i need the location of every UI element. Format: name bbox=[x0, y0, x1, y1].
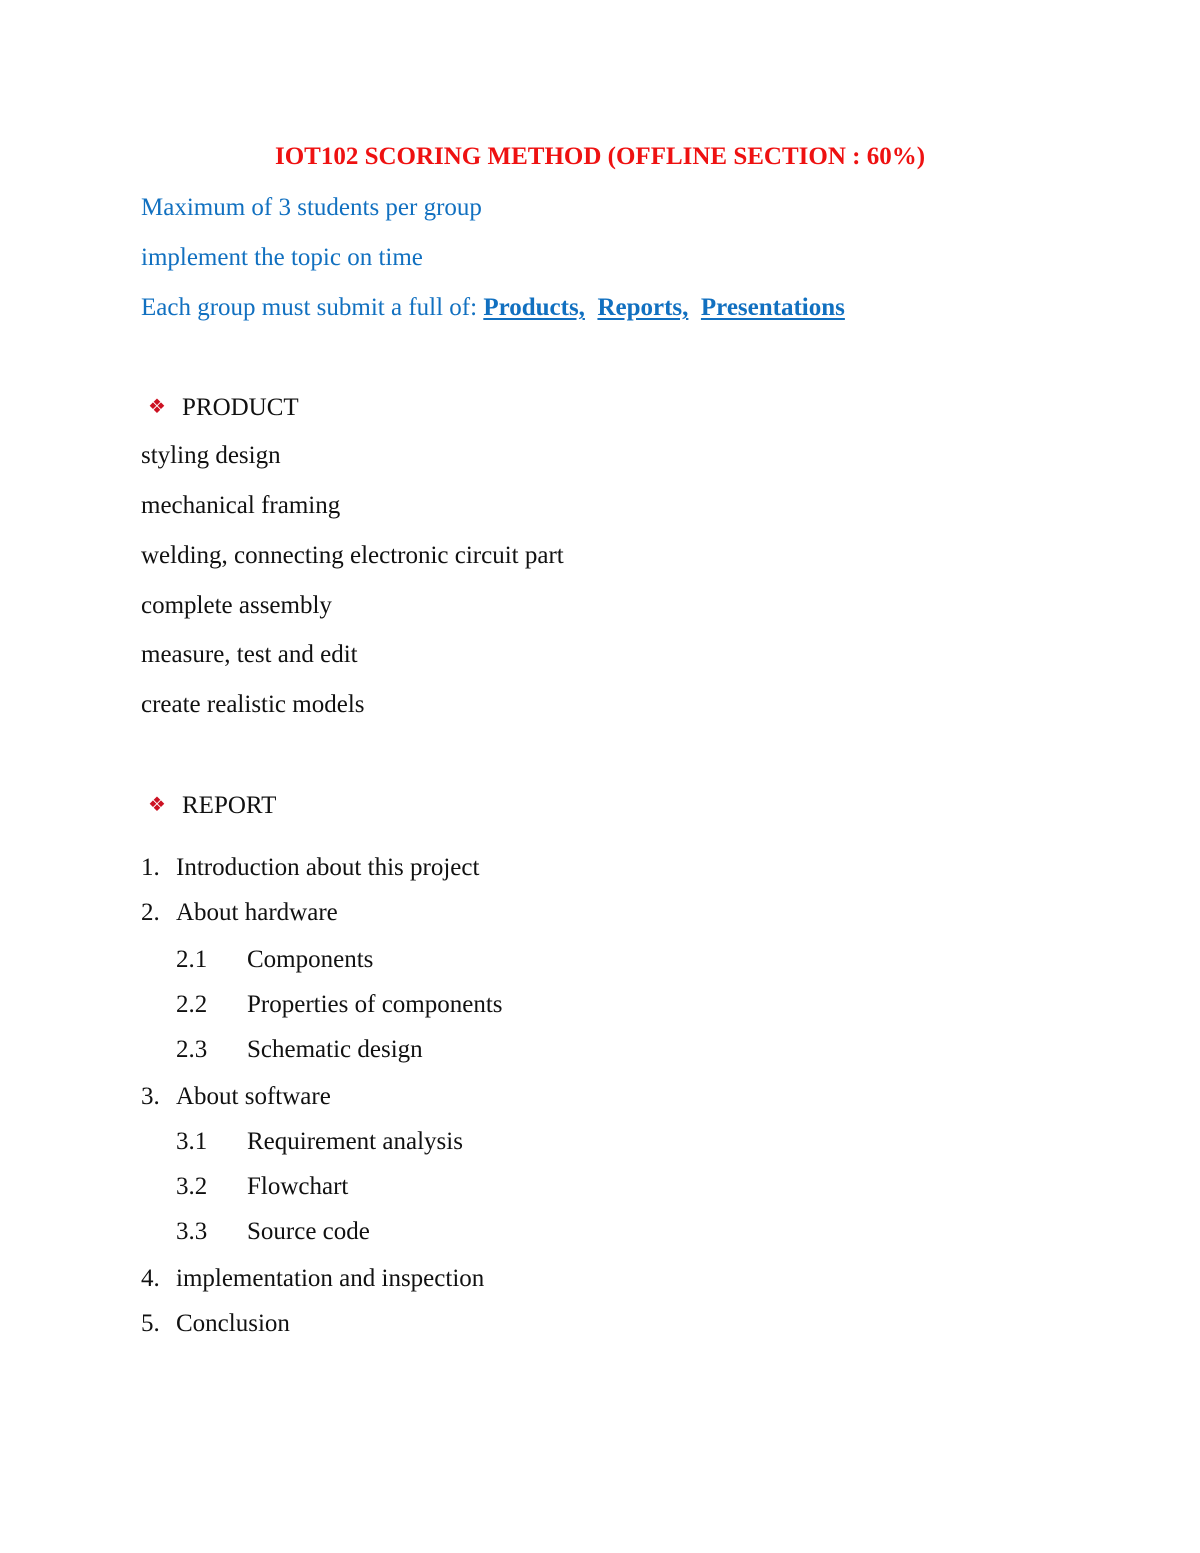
reports-link[interactable]: Reports, bbox=[597, 294, 689, 321]
report-subitem-text: Components bbox=[247, 946, 374, 973]
report-subitem bbox=[176, 990, 503, 1020]
report-subitem-text: Requirement analysis bbox=[247, 1128, 463, 1155]
page-title: IOT102 SCORING METHOD (OFFLINE SECTION : 60%) bbox=[274, 143, 926, 170]
product-heading-label: PRODUCT bbox=[182, 394, 299, 421]
report-item-text: implementation and inspection bbox=[176, 1265, 485, 1292]
report-item bbox=[141, 853, 479, 883]
report-item bbox=[141, 1082, 331, 1112]
report-subitem-number: 3.3 bbox=[176, 1218, 208, 1245]
product-item: create realistic models bbox=[141, 691, 365, 718]
report-subitem-number: 3.2 bbox=[176, 1173, 208, 1200]
report-item-number: 4. bbox=[141, 1265, 160, 1292]
diamond-icon: ❖ bbox=[148, 792, 166, 816]
intro-line-group-size: Maximum of 3 students per group bbox=[141, 194, 482, 221]
report-heading bbox=[148, 789, 276, 821]
report-subitem-number: 2.2 bbox=[176, 991, 208, 1018]
report-item bbox=[141, 898, 338, 928]
report-item-text: Conclusion bbox=[176, 1310, 290, 1337]
report-item-number: 3. bbox=[141, 1083, 160, 1110]
report-subitem bbox=[176, 1172, 348, 1202]
report-item-text: About hardware bbox=[176, 899, 338, 926]
report-subitem-text: Source code bbox=[247, 1218, 370, 1245]
products-link[interactable]: Products, bbox=[483, 294, 585, 321]
product-item: measure, test and edit bbox=[141, 641, 358, 668]
report-subitem-text: Schematic design bbox=[247, 1036, 423, 1063]
product-item: welding, connecting electronic circuit part bbox=[141, 542, 564, 569]
product-heading bbox=[148, 391, 299, 423]
report-item-number: 1. bbox=[141, 854, 160, 881]
diamond-icon: ❖ bbox=[148, 394, 166, 418]
submission-prefix: Each group must submit a full of: bbox=[141, 294, 484, 321]
intro-line-on-time: implement the topic on time bbox=[141, 244, 423, 271]
report-subitem-text: Flowchart bbox=[247, 1173, 349, 1200]
report-item-number: 2. bbox=[141, 899, 160, 926]
report-subitem-number: 2.1 bbox=[176, 946, 208, 973]
report-item-text: Introduction about this project bbox=[176, 854, 480, 881]
report-subitem-number: 2.3 bbox=[176, 1036, 208, 1063]
product-item: styling design bbox=[141, 442, 281, 469]
report-subitem-text: Properties of components bbox=[247, 991, 503, 1018]
report-subitem bbox=[176, 945, 373, 975]
report-subitem bbox=[176, 1035, 423, 1065]
product-item: complete assembly bbox=[141, 592, 332, 619]
report-subitem bbox=[176, 1127, 463, 1157]
report-item-number: 5. bbox=[141, 1310, 160, 1337]
intro-line-submission bbox=[141, 293, 845, 323]
report-item-text: About software bbox=[176, 1083, 331, 1110]
report-heading-label: REPORT bbox=[182, 792, 277, 819]
report-item bbox=[141, 1309, 290, 1339]
report-subitem-number: 3.1 bbox=[176, 1128, 208, 1155]
product-item: mechanical framing bbox=[141, 492, 341, 519]
report-subitem bbox=[176, 1217, 370, 1247]
report-item bbox=[141, 1264, 484, 1294]
presentations-link[interactable]: Presentations bbox=[700, 294, 845, 321]
